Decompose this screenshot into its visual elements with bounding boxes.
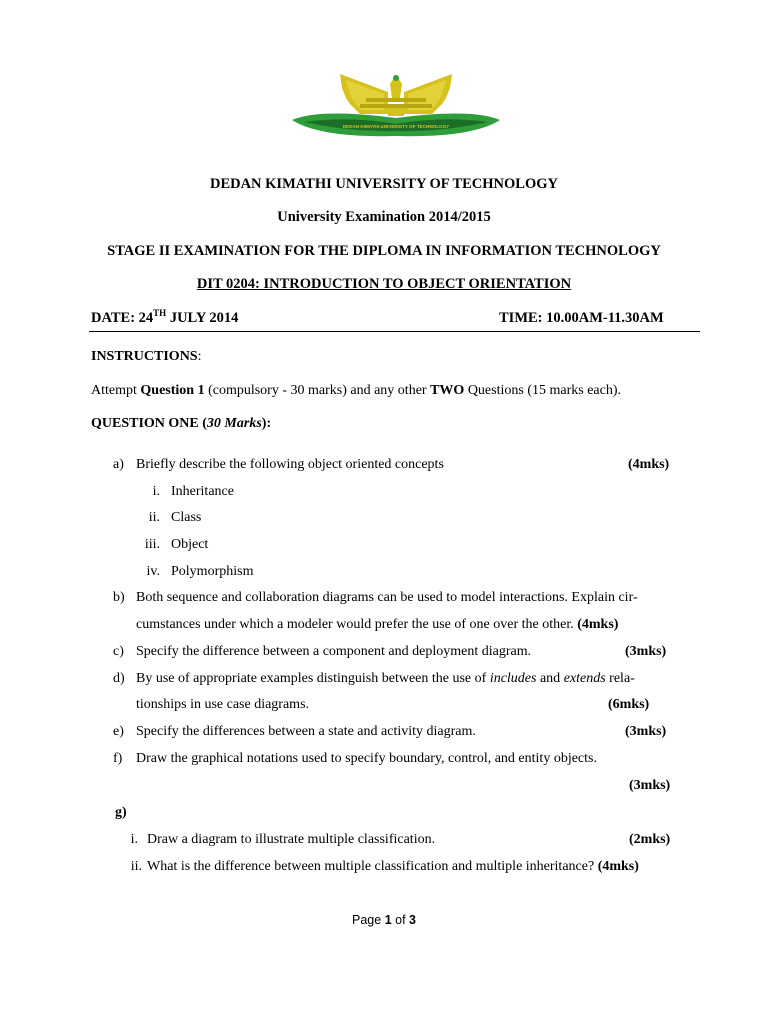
stage-title: STAGE II EXAMINATION FOR THE DIPLOMA IN INFORMATION TECHNOLOGY (107, 243, 661, 259)
question-one-heading (91, 416, 271, 432)
item-d-part-c: and (536, 671, 564, 686)
item-g-sub-text (147, 859, 639, 875)
item-a-sub-text: Polymorphism (171, 564, 254, 579)
header-rule (89, 331, 700, 332)
instr-part-3: (compulsory - 30 marks) and any other (204, 383, 431, 398)
q1-part-1: QUESTION ONE ( (91, 416, 207, 431)
item-b-line2 (136, 617, 618, 633)
date-label: DATE: 24 (91, 310, 154, 326)
item-d-line1 (136, 671, 635, 687)
item-e-marks: (3mks) (625, 724, 667, 739)
instr-part-4: TWO (430, 383, 465, 398)
item-g-sub-text: Draw a diagram to illustrate multiple classification. (147, 832, 436, 847)
item-a-sub-text: Class (171, 510, 202, 525)
item-c-text: Specify the difference between a component and deployment diagram. (136, 644, 532, 659)
footer-page-word: Page (352, 913, 385, 927)
date-superscript: TH (153, 308, 167, 318)
item-d-includes: includes (489, 671, 537, 686)
item-a-sub-num: ii. (148, 510, 160, 525)
item-b-line2-text: cumstances under which a modeler would prefer the use of one over the other. (136, 617, 574, 632)
exam-title: University Examination 2014/2015 (277, 209, 491, 225)
item-a-sub-text: Inheritance (171, 484, 234, 499)
item-e-label: e) (113, 724, 124, 739)
university-name: DEDAN KIMATHI UNIVERSITY OF TECHNOLOGY (209, 176, 559, 192)
item-g-label: g) (115, 805, 127, 820)
instructions-heading (91, 349, 201, 365)
item-g-sub-num: i. (130, 832, 138, 847)
instr-part-1: Attempt (91, 383, 141, 398)
page-footer (0, 913, 768, 927)
item-a-marks: (4mks) (628, 457, 670, 472)
university-logo (290, 64, 502, 144)
logo-banner-text: DEDAN KIMATHI UNIVERSITY OF TECHNOLOGY (342, 124, 450, 129)
item-g-sub-2-text: What is the difference between multiple classification and multiple inheritance? (147, 859, 595, 874)
item-d-marks: (6mks) (608, 697, 650, 712)
item-b-line1: Both sequence and collaboration diagrams can be used to model interactions. Explain cir- (136, 590, 638, 605)
instructions-label: INSTRUCTIONS (91, 349, 198, 364)
instr-part-5: Questions (15 marks each). (464, 383, 621, 398)
date-rest: JULY 2014 (166, 310, 239, 326)
instructions-colon: : (197, 349, 202, 364)
instr-part-2: Question 1 (140, 383, 205, 398)
item-d-extends: extends (563, 671, 606, 686)
exam-time: TIME: 10.00AM-11.30AM (499, 310, 664, 326)
item-d-line2: tionships in use case diagrams. (136, 697, 310, 712)
item-c-marks: (3mks) (625, 644, 667, 659)
item-a-text: Briefly describe the following object oriented concepts (136, 457, 444, 472)
course-title (0, 276, 768, 293)
course-code-title: DIT 0204: INTRODUCTION TO OBJECT ORIENTATION (196, 276, 572, 292)
exam-date (91, 310, 238, 327)
item-a-sub-num: iii. (144, 537, 160, 552)
q1-part-3: ): (261, 416, 272, 431)
footer-of-word: of (391, 913, 410, 927)
item-f-label: f) (113, 751, 123, 766)
item-c-label: c) (113, 644, 124, 659)
item-d-label: d) (113, 671, 125, 686)
item-a-label: a) (113, 457, 124, 472)
item-e-text: Specify the differences between a state and activity diagram. (136, 724, 476, 739)
item-d-part-e: rela- (605, 671, 635, 686)
item-f-text: Draw the graphical notations used to specify boundary, control, and entity objects. (136, 751, 597, 766)
item-d-part-a: By use of appropriate examples distinguish between the use of (136, 671, 490, 686)
item-f-marks: (3mks) (629, 778, 671, 793)
item-b-marks: (4mks) (577, 617, 619, 632)
item-a-sub-text: Object (171, 537, 209, 552)
item-a-sub-num: i. (152, 484, 160, 499)
item-g-sub-marks: (2mks) (629, 832, 671, 847)
item-g-sub-num: ii. (130, 859, 142, 874)
footer-page-number: 1 (384, 913, 392, 927)
item-b-label: b) (113, 590, 125, 605)
instructions-text (91, 383, 621, 399)
item-g-sub-marks: (4mks) (597, 859, 639, 874)
item-a-sub-num: iv. (146, 564, 160, 579)
q1-part-2: 30 Marks (206, 416, 262, 431)
footer-total-pages: 3 (409, 913, 416, 927)
